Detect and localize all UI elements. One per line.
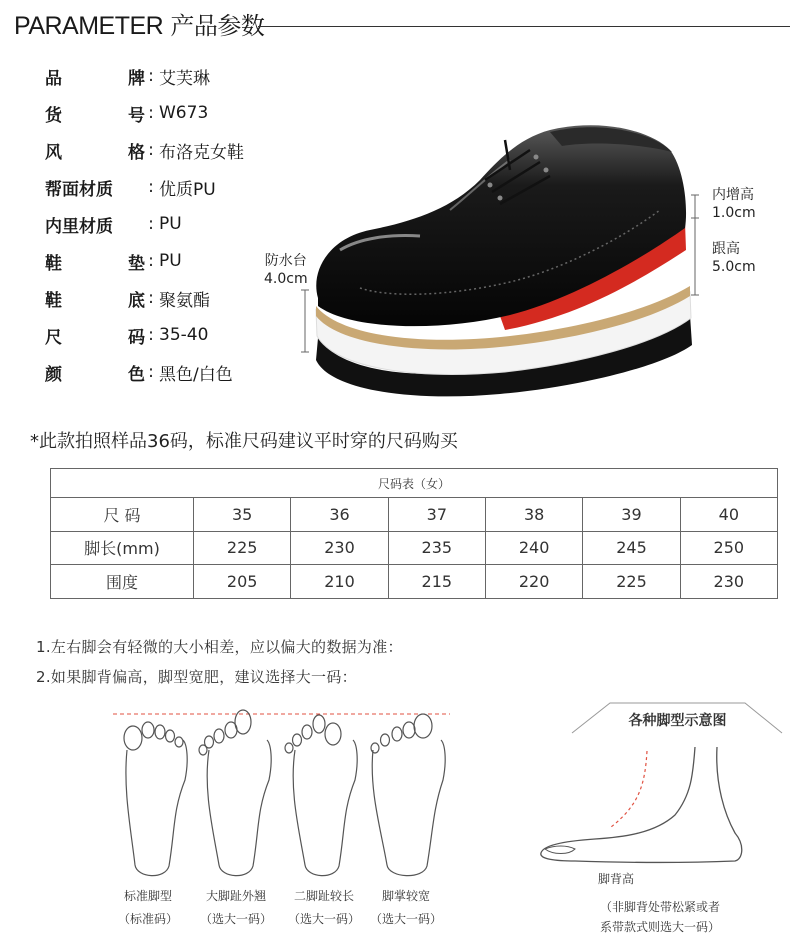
foot-caption-second-toe (284, 887, 364, 927)
param-label-char: 牌 (128, 68, 145, 89)
param-colon: : (148, 288, 154, 308)
platform-label: 防水台 (264, 253, 307, 269)
diagram-title: 各种脚型示意图 (628, 713, 727, 729)
param-value: 优质PU (159, 179, 216, 200)
table-row (51, 531, 778, 565)
table-row (51, 565, 778, 599)
table-cell: 35 (194, 498, 291, 532)
param-value: 黑色/白色 (159, 364, 233, 385)
table-cell: 39 (583, 498, 680, 532)
foot-caption-wide (366, 887, 446, 927)
platform-dimension (264, 252, 308, 288)
param-label-char: 码 (128, 327, 145, 348)
param-label-char: 鞋 (45, 253, 62, 274)
param-row-color (45, 358, 233, 386)
param-row-sole (45, 284, 210, 312)
foot-advice: （选大一码） (199, 912, 272, 926)
param-row-size (45, 321, 208, 349)
param-value: PU (159, 214, 182, 234)
param-value: 35-40 (159, 325, 209, 345)
heel-label: 跟高 (712, 241, 740, 257)
foot-name: 标准脚型 (123, 889, 172, 903)
param-label (45, 138, 145, 163)
dimension-lines (295, 180, 715, 360)
param-label-char: 尺 (45, 327, 62, 348)
inner-dimension (712, 186, 756, 222)
table-cell: 245 (583, 531, 680, 565)
table-cell: 215 (388, 565, 485, 599)
table-cell: 210 (291, 565, 388, 599)
table-cell: 240 (485, 531, 582, 565)
param-label (45, 64, 145, 89)
foot-outlines (105, 700, 450, 885)
param-label (45, 323, 145, 348)
param-label-char: 鞋 (45, 290, 62, 311)
title-en: PARAMETER (14, 12, 164, 40)
size-table (50, 468, 778, 599)
tip-2: 2.如果脚背偏高，脚型宽肥，建议选择大一码： (36, 668, 357, 686)
param-colon: : (148, 362, 154, 382)
param-colon: : (148, 251, 154, 271)
param-row-lining (45, 210, 182, 238)
instep-label: 脚背高 (598, 872, 635, 886)
param-label-char: 格 (128, 142, 145, 163)
param-row-item-no (45, 99, 208, 127)
foot-name: 大脚趾外翘 (205, 889, 266, 903)
param-row-insole (45, 247, 182, 275)
foot-bunion-icon (199, 710, 271, 876)
param-row-upper (45, 173, 216, 201)
table-cell: 250 (680, 531, 777, 565)
tip-1: 1.左右脚会有轻微的大小相差，应以偏大的数据为准： (36, 638, 403, 656)
table-cell: 37 (388, 498, 485, 532)
instep-note (590, 897, 730, 937)
param-colon: : (148, 140, 154, 160)
row-label: 脚长(mm) (51, 531, 194, 565)
instep-note-line: （非脚背处带松紧或者 (599, 900, 720, 914)
foot-caption-standard (108, 887, 188, 927)
param-label (45, 360, 145, 385)
foot-advice: （选大一码） (369, 912, 442, 926)
foot-advice: （标准码） (117, 912, 178, 926)
param-label-char: 风 (45, 142, 62, 163)
param-label-char: 垫 (128, 253, 145, 274)
param-label (45, 286, 145, 311)
param-colon: : (148, 177, 154, 197)
param-row-style (45, 136, 244, 164)
param-row-brand (45, 62, 210, 90)
param-label-char: 品 (45, 68, 62, 89)
header-divider (258, 26, 790, 27)
inner-value: 1.0cm (712, 205, 756, 221)
param-colon: : (148, 103, 154, 123)
instep-marker (611, 751, 647, 827)
instep-note-line: 系带款式则选大一码） (599, 920, 720, 934)
table-cell: 220 (485, 565, 582, 599)
param-label-char: 号 (128, 105, 145, 126)
table-cell: 225 (583, 565, 680, 599)
param-label-char: 色 (128, 364, 145, 385)
table-cell: 38 (485, 498, 582, 532)
table-cell: 36 (291, 498, 388, 532)
param-value: 艾芙琳 (159, 68, 210, 89)
foot-name: 脚掌较宽 (381, 889, 430, 903)
size-note: *此款拍照样品36码，标准尺码建议平时穿的尺码购买 (30, 431, 458, 452)
param-label (45, 101, 145, 126)
title-cn: 产品参数 (170, 12, 265, 40)
table-row (51, 498, 778, 532)
heel-dimension (712, 240, 756, 276)
param-label: 帮面材质 (45, 179, 113, 200)
table-caption-row (51, 469, 778, 498)
param-value: PU (159, 251, 182, 271)
param-value: 布洛克女鞋 (159, 142, 244, 163)
platform-value: 4.0cm (264, 271, 308, 287)
param-value: W673 (159, 103, 209, 123)
param-label-char: 颜 (45, 364, 62, 385)
foot-advice: （选大一码） (287, 912, 360, 926)
foot-caption-bunion (196, 887, 276, 927)
param-colon: : (148, 66, 154, 86)
table-cell: 230 (291, 531, 388, 565)
param-label-char: 底 (128, 290, 145, 311)
page-title (14, 6, 264, 41)
param-colon: : (148, 325, 154, 345)
table-cell: 230 (680, 565, 777, 599)
param-label-char: 货 (45, 105, 62, 126)
table-cell: 235 (388, 531, 485, 565)
side-foot-icon (535, 745, 750, 875)
foot-name: 二脚趾较长 (293, 889, 354, 903)
table-cell: 225 (194, 531, 291, 565)
param-value: 聚氨酯 (159, 290, 210, 311)
inner-label: 内增高 (712, 187, 754, 203)
row-label: 尺 码 (51, 498, 194, 532)
table-cell: 205 (194, 565, 291, 599)
foot-standard-icon (124, 722, 187, 876)
param-label: 内里材质 (45, 216, 113, 237)
foot-wide-icon (371, 714, 445, 876)
table-cell: 40 (680, 498, 777, 532)
row-label: 围度 (51, 565, 194, 599)
param-label (45, 249, 145, 274)
foot-long-second-toe-icon (285, 715, 357, 876)
table-caption: 尺码表（女） (51, 469, 778, 498)
heel-value: 5.0cm (712, 259, 756, 275)
param-colon: : (148, 214, 154, 234)
